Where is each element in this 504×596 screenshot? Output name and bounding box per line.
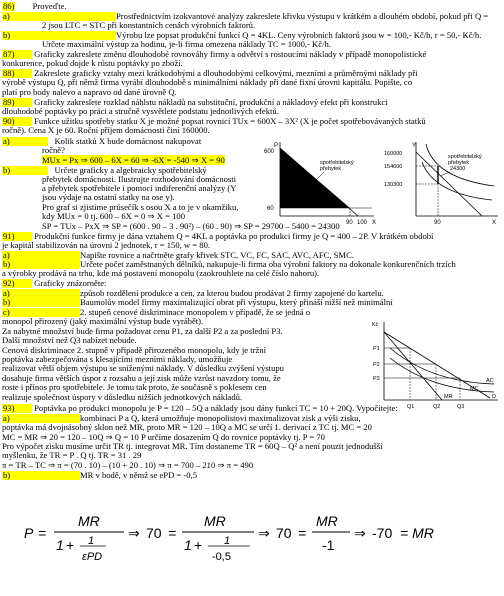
q91b-line: b) Určete počet zaměstnaných dělníků, nakupuje-li firma oba výrobní faktory na dokonale konkurenčních trzích [3, 259, 456, 269]
q87-heading: 87) Graficky zakreslete změnu dlouhodobé rovnováhy firmy a odvětví s rostoucími náklady v případě monopolistické [3, 49, 427, 59]
indifference-chart [382, 138, 502, 226]
formula-70b: 70 [276, 525, 292, 541]
formula-70a: 70 [146, 525, 162, 541]
q86b-line: b) Výrobu lze popsat produkční funkcí Q = 4KL. Ceny výrobních faktorů jsou w = 100,- Kč/h, r = 50,- Kč/h. [3, 30, 482, 40]
q90b-calc2: kdy MUx = 0 tj. 600 – 6X = 0 ⇒ X = 100 [42, 211, 186, 221]
y-label: P [274, 143, 279, 149]
q88-heading: 88) Zakreslete graficky vztahy mezi krátkodobými a dlouhodobými celkovými, mezními a průměrnými náklady při [3, 68, 418, 78]
q93-heading: 93) Poptávka po produkci monopolu je P = 120 – 5Q a náklady jsou dány funkcí TC = 10 + 20Q. Vypočítejte: [3, 403, 398, 413]
formula-mr3: MR [316, 513, 338, 529]
formula-eq2: = [168, 525, 177, 541]
x-tick: 90 [434, 220, 441, 226]
formula-eq3: = [298, 525, 307, 541]
q92c-line4: Další množství než Q3 nabízet nebude. [2, 335, 137, 345]
x-tick-100: 100 [357, 220, 368, 226]
q93a-line4: Pro výpočet zisku musíme určit TR tj. integrovat MR. Tím dostaneme TR = 60Q – Q² a není pouzit jednodušší [2, 441, 383, 451]
q93a-line6: π = TR – TC ⇒ π = (70 . 10) – (10 + 20 . 10) ⇒ π = 700 – 210 ⇒ π = 490 [2, 460, 254, 470]
q1-label: Q1 [407, 404, 415, 410]
q90a-calc: MUx = Px ⇒ 600 – 6X = 60 ⇒ -6X = -540 ⇒ X = 90 [42, 155, 225, 165]
q92c-line10: realizuje společnost úspory v důsledku nižších jednotkových nákladů. [2, 392, 243, 402]
q92c-line3: Za nabytné množství bude firma požadovat cenu P1, za další P2 a za poslední P3. [2, 326, 283, 336]
q88-line2: výrobě výstupu Q, při němž firma vyrábí dlouhodobě s minimálními náklady při dané fixní úrovni kapitálu. Popište, co [2, 77, 413, 87]
q93a-line5: myšlenku, že TR = P . Q tj. TR = 31 . 29 [2, 450, 142, 460]
formula-neg05: -0,5 [212, 551, 231, 563]
formula-eps: εPD [82, 551, 103, 563]
q89-heading: 89) Graficky zakreslete rozklad náhlstu nákladů na substituční, produkční a nákladový efekt při konstrukci [3, 97, 388, 107]
q93a-line: a) kombinaci P a Q, která umožňuje monopolistovi maximalizovat zisk a výši zisku, [3, 413, 361, 423]
q3-label: Q3 [457, 404, 465, 410]
q92c-line2: monopol přirozený (jaký maximální výstup bude vyrábět). [2, 316, 204, 326]
formula-result: = MR [400, 525, 434, 541]
legend-line1: spotřebitelský [320, 160, 354, 166]
y-tick-3: 130300 [384, 182, 403, 188]
price-discrimination-chart [370, 318, 502, 412]
p1-label: P1 [373, 346, 380, 352]
y-label: Y [412, 143, 417, 149]
q90b-calc1: Pro graf si zjistíme průsečík s osou X a to je v okamžiku, [42, 202, 239, 212]
p3-label: P3 [373, 376, 380, 382]
y-label: Kč [372, 322, 379, 328]
q92c-line5: Cenová diskriminace 2. stupně v případě přirozeného monopolu, kdy je tržní [2, 345, 266, 355]
legend-line2: přebytek [448, 160, 470, 166]
q91-heading: 91) Produkční funkce firmy je dána vztahem Q = 4KL a poptávka po produkci firmy je Q = 400 – 2P. V krátkém období [3, 231, 434, 241]
formula-p: P [24, 525, 34, 541]
q2-label: Q2 [433, 404, 441, 410]
formula-one1: 1 [56, 537, 64, 553]
formula-one1b: 1 [88, 535, 95, 547]
q90a-line: a) Kolik statků X bude domácnost nakupovat [3, 136, 202, 146]
q88-line3: platí pro body nalevo a napravo od dané úrovně Q. [2, 87, 177, 97]
legend-line2: přebytek [320, 166, 342, 172]
x-tick-90: 90 [346, 220, 353, 226]
y-tick-1: 160000 [384, 151, 403, 157]
formula-arrow3: ⇒ [354, 525, 366, 541]
legend-pointer [440, 172, 450, 176]
ac-label: AC [486, 378, 494, 384]
q92c-line8: dosahuje firma větších úspor z rozsahu a její zisk může vzrůst navzdory tomu, že [2, 373, 281, 383]
mr-label: MR [444, 394, 453, 400]
q91-line2: je kapitál stabilizován na úrovni 2 jednotek, r = 150, w = 80. [2, 240, 211, 250]
formula-eq1: = [38, 525, 47, 541]
mr-curve [384, 332, 442, 400]
ac-curve [390, 348, 494, 384]
q90-heading: 90) Funkce užitku spotřeby statku X je možné popsat rovnicí TUx = 600X – 3X² (X je počet spotřebovávaných statků [3, 116, 426, 126]
q92c-line6: poptávka zabezpečována s klesajícími mezními náklady, umožňuje [2, 354, 233, 364]
q92c-line9: roste i přínos pro spotřebitele. Je tomu tak proto, že současně s poklesem cen [2, 382, 267, 392]
svg-text:+: + [194, 537, 203, 553]
q92a-line: a) způsob rozdělení produkce a cen, za kterou budou prodávat 2 firmy zapojené do kartelu. [3, 288, 384, 298]
q89-line2: dlouhodobé poptávky po práci a stručně vysvětlete podstatu jednotlivých efektů. [2, 106, 279, 116]
y-tick-2: 154600 [384, 164, 403, 170]
q90b-line: b) Určete graficky a algebraicky spotřebitelský [3, 165, 207, 175]
formula-arrow1: ⇒ [128, 525, 140, 541]
q92c-line7: realizovat větší objem výstupu se sníženými náklady. V důsledku zvýšení výstupu [2, 363, 284, 373]
q86-heading: 86) Proveďte. [3, 1, 67, 11]
elasticity-formula [20, 486, 460, 586]
q90b-line4: jsou výdaje na ostatní statky na ose y). [42, 192, 175, 202]
q86a-line2: 2 jsou LTC = STC při konstantních cenách výrobních faktorů. [42, 20, 256, 30]
formula-one2: 1 [184, 537, 192, 553]
q90b-calc3: SP = TUx – PxX ⇒ SP = (600 . 90 – 3 . 90²) – (60 . 90) ⇒ SP = 29700 – 5400 = 24300 [42, 221, 340, 231]
q93a-line3: MC = MR ⇒ 20 = 120 – 10Q ⇒ Q = 10 P určíme dosazením Q do rovnice poptávky tj. P = 70 [2, 432, 325, 442]
q90-line2: ročně). Cena X je 60. Roční příjem domácnosti činí 160000. [2, 125, 210, 135]
formula-m70: -70 [372, 525, 393, 541]
formula-mr2: MR [204, 513, 226, 529]
y-tick-60: 60 [267, 206, 274, 212]
q90b-line2: přebytek domácnosti. Ilustrujte rozhodování domácnosti [42, 174, 237, 184]
q86a-line: a) Prostřednictvím izokvantové analýzy zakreslete křivku výstupu v krátkém a dlouhém období, pokud při Q = [3, 11, 489, 21]
q93b-line: b) MR v bodě, v němž se ePD = -0,5 [3, 470, 198, 480]
legend-line1: spotřebitelský [448, 154, 482, 160]
q91a-line: a) Napište rovnice a načrtněte grafy křivek STC, VC, FC, SAC, AVC, AFC, SMC. [3, 250, 354, 260]
mc-label: MC [470, 386, 479, 392]
legend-value: 24300 [450, 166, 466, 172]
q92c-line: c) 2. stupeň cenové diskriminace monopolem v případě, že se jedná o [3, 307, 311, 317]
d-label: D [492, 394, 496, 400]
x-label: X [492, 220, 497, 226]
q92-heading: 92) Graficky znázorněte: [3, 278, 107, 288]
q92b-line: b) Baumolův model firmy maximalizující obrat při výstupu, který přináší nižší než minimální [3, 297, 393, 307]
svg-text:+: + [66, 537, 75, 553]
q93a-line2: poptávka má dvojnásobný sklon než MR, proto MR = 120 – 10Q a MC se určí 1. derivací z TC tj. MC = 20 [2, 422, 372, 432]
q87-line2: konkurence, pokud dojde k růstu poptávky po zboží. [2, 58, 183, 68]
q90b-line3: a přebytek spotřebitele i pomocí indiferenční analýzy (Y [42, 183, 237, 193]
q90a-line2: ročně? [42, 145, 65, 155]
formula-neg1: -1 [322, 537, 335, 553]
y-tick-600: 600 [264, 149, 275, 155]
formula-one2b: 1 [224, 535, 231, 547]
p2-label: P2 [373, 362, 380, 368]
q86b-line2: Určete maximální výstup za hodinu, je-li firma omezena náklady TC = 1000,- Kč/h. [42, 39, 331, 49]
formula-arrow2: ⇒ [258, 525, 270, 541]
x-label: X [372, 220, 377, 226]
consumer-surplus-chart [262, 138, 380, 226]
formula-mr1: MR [78, 513, 100, 529]
q91b-line2: a výrobky prodává na trhu, kde má postavení monopolu (zaokrouhlete na celé číslo nahoru). [2, 268, 320, 278]
